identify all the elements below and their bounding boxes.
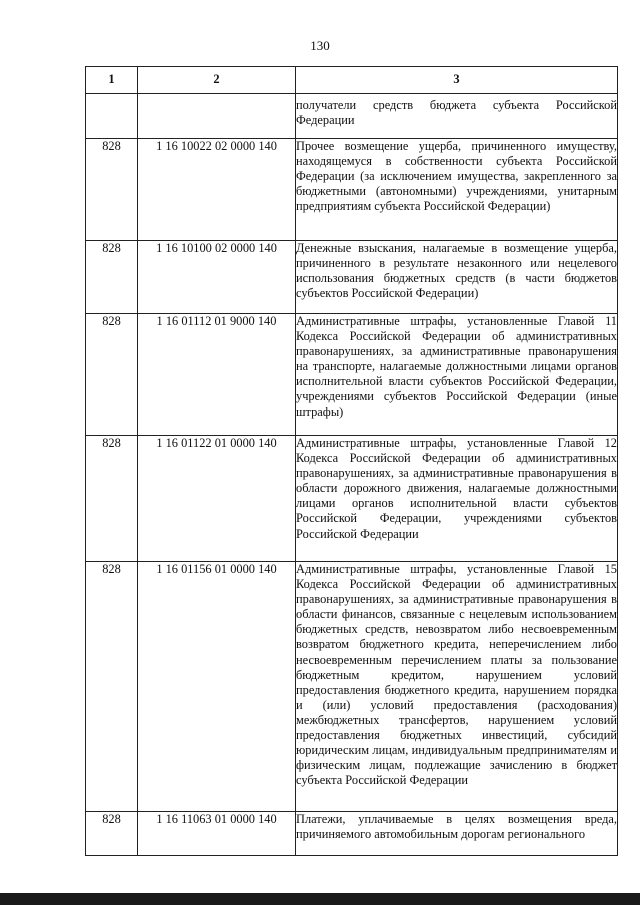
scan-edge-band	[0, 893, 640, 905]
table-row	[86, 812, 618, 856]
budget-classification-code-cell: 1 16 01156 01 0000 140	[138, 562, 296, 812]
income-description-cell: получатели средств бюджета субъекта Российской Федерации	[296, 94, 618, 139]
income-description-cell: Административные штрафы, установленные Главой 15 Кодекса Российской Федерации об административных правонарушениях, за административные правонарушения в области финансов, связанные с нецелевым использованием бюджетных средств, невозвратом либо несвоевременным возвратом бюджетного кредита, неперечислением либо несвоевременным перечислением платы за пользование бюджетным кредитом, нарушением условий предоставления бюджетного кредита, нарушением порядка и (или) условий предоставления (расходования) межбюджетных трансфертов, нарушением условий предоставления бюджетных инвестиций, субсидий юридическим лицам, индивидуальным предпринимателям и физическим лицам, подлежащие зачислению в бюджет субъекта Российской Федерации	[296, 562, 618, 812]
income-description-cell: Административные штрафы, установленные Главой 12 Кодекса Российской Федерации об административных правонарушениях, за административные правонарушения в области дорожного движения, налагаемые должностными лицами органов исполнительной власти субъектов Российской Федерации, учреждениями субъектов Российской Федерации	[296, 436, 618, 562]
budget-codes-table	[85, 66, 618, 856]
table-header-row	[86, 67, 618, 94]
admin-code-cell: 828	[86, 812, 138, 856]
budget-classification-code-cell: 1 16 01122 01 0000 140	[138, 436, 296, 562]
table-row	[86, 314, 618, 436]
budget-classification-code-cell: 1 16 01112 01 9000 140	[138, 314, 296, 436]
admin-code-cell	[86, 94, 138, 139]
admin-code-cell: 828	[86, 241, 138, 314]
table-row	[86, 241, 618, 314]
admin-code-cell: 828	[86, 436, 138, 562]
budget-classification-code-cell: 1 16 10022 02 0000 140	[138, 139, 296, 241]
budget-classification-code-cell	[138, 94, 296, 139]
page-number: 130	[310, 38, 330, 53]
income-description-cell: Платежи, уплачиваемые в целях возмещения вреда, причиняемого автомобильным дорогам регионального	[296, 812, 618, 856]
table-row	[86, 139, 618, 241]
income-description-cell: Административные штрафы, установленные Главой 11 Кодекса Российской Федерации об административных правонарушениях, за административные правонарушения на транспорте, налагаемые должностными лицами органов исполнительной власти субъектов Российской Федерации, учреждениями субъектов Российской Федерации (иные штрафы)	[296, 314, 618, 436]
admin-code-cell: 828	[86, 139, 138, 241]
budget-classification-code-cell: 1 16 10100 02 0000 140	[138, 241, 296, 314]
column-header-3: 3	[296, 67, 618, 94]
admin-code-cell: 828	[86, 562, 138, 812]
admin-code-cell: 828	[86, 314, 138, 436]
column-header-1: 1	[86, 67, 138, 94]
table-row	[86, 94, 618, 139]
column-header-2: 2	[138, 67, 296, 94]
table-row	[86, 436, 618, 562]
income-description-cell: Прочее возмещение ущерба, причиненного имуществу, находящемуся в собственности субъекта Российской Федерации (за исключением имущества, закрепленного за бюджетными (автономными) учреждениями, унитарным предприятиям субъекта Российской Федерации)	[296, 139, 618, 241]
table-row	[86, 562, 618, 812]
budget-classification-code-cell: 1 16 11063 01 0000 140	[138, 812, 296, 856]
income-description-cell: Денежные взыскания, налагаемые в возмещение ущерба, причиненного в результате незаконного или нецелевого использования бюджетных средств (в части бюджетов субъектов Российской Федерации)	[296, 241, 618, 314]
